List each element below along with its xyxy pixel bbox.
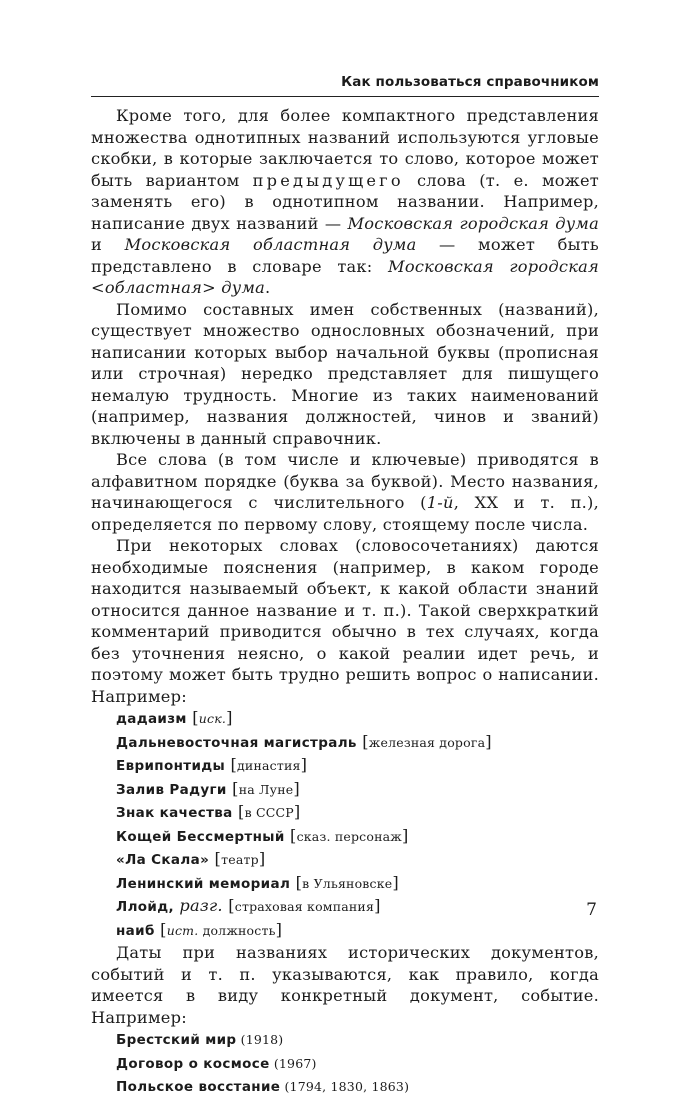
paragraph-alphabetical-order [91, 449, 599, 535]
text-run: . [265, 278, 271, 297]
list-item [116, 1028, 599, 1052]
entry-term: наиб [116, 922, 155, 939]
text-run: , XX и т. п.), определяется по первому слову, стоящему после числа. [91, 493, 600, 534]
bracket: [ [226, 778, 239, 798]
entry-term: Дальневосточная магистраль [116, 734, 357, 751]
bracket: ] [293, 778, 300, 798]
list-item [116, 872, 599, 896]
bracket: [ [186, 708, 199, 727]
list-item [116, 848, 599, 872]
bracket: ] [401, 825, 409, 845]
list-item [116, 1052, 599, 1076]
list-item [116, 707, 599, 731]
list-item [116, 825, 599, 849]
entry-dates: (1967) [269, 1055, 317, 1071]
page-body [91, 105, 599, 1099]
entry-gloss: на Луне [238, 781, 294, 797]
bracket: [ [222, 896, 235, 915]
entry-term: Ллойд, [116, 899, 174, 915]
entry-term: Кощей Бессмертный [116, 828, 285, 845]
entry-gloss: сказ. персонаж [296, 828, 402, 844]
list-item [116, 778, 599, 802]
italic-example: 1-й [426, 493, 454, 512]
bracket: [ [225, 755, 238, 774]
entry-gloss: династия [237, 758, 301, 773]
bracket: ] [485, 731, 492, 751]
entry-term: Договор о космосе [116, 1055, 270, 1072]
bracket: ] [374, 896, 381, 915]
entry-gloss: должность [198, 922, 276, 938]
paragraph-explanations: При некоторых словах (словосочетаниях) даются необходимые пояснения (например, в каком городе находится называемый объект, к какой области знаний относится данное название и т. п.). Такой сверхкраткий комментарий приводится обычно в тех случаях, когда без уточнения неясно, о какой реалии идет речь, и поэтому может быть трудно решить вопрос о написании. Например: [91, 536, 599, 706]
bracket: ] [300, 755, 308, 774]
bracket: [ [290, 872, 303, 892]
bracket: ] [293, 802, 301, 821]
entry-dates: (1794, 1830, 1863) [280, 1079, 410, 1094]
entry-term: «Ла Скала» [116, 852, 210, 868]
bracket: ] [275, 919, 283, 939]
text-run: и [91, 235, 125, 254]
paragraph-dates: Даты при названиях исторических документов, событий и т. п. указываются, как правило, когда имеется в виду конкретный документ, событие. Например: [91, 943, 599, 1027]
entry-gloss: страховая компания [234, 899, 375, 914]
text-run: Все слова (в том числе и ключевые) приводятся в алфавитном порядке (буква за буквой). Место названия, начинающегося с числительного ( [91, 450, 599, 512]
paragraph-single-word-names: Помимо составных имен собственных (названий), существует множество однословных обозначений, при написании которых выбор начальной буквы (прописная или строчная) нередко представляет для пишущего немалую трудность. Многие из таких наименований (например, названия должностей, чинов и званий) включены в данный справочник. [91, 299, 599, 448]
entry-term: Еврипонтиды [116, 758, 226, 774]
entry-term: Залив Радуги [116, 781, 227, 798]
list-item [116, 754, 599, 778]
list-item [116, 1075, 599, 1099]
italic-example: Московская городская <областная> дума [91, 256, 599, 297]
list-item [116, 919, 599, 943]
entry-note: разг. [173, 896, 223, 915]
bracket: [ [154, 919, 167, 939]
entry-gloss: театр [221, 852, 259, 867]
text-run: — может быть представлено в словаре так: [91, 235, 599, 276]
running-head: Как пользоваться справочником [341, 74, 599, 90]
examples-list-dates [91, 1028, 599, 1099]
entry-abbr: ист. [166, 922, 199, 938]
bracket: [ [284, 825, 297, 845]
bracket: [ [356, 731, 369, 751]
italic-example: Московская областная дума [124, 235, 417, 254]
header-rule [91, 96, 599, 97]
entry-term: Брестский мир [116, 1032, 237, 1048]
entry-gloss: железная дорога [368, 734, 486, 750]
bracket: [ [232, 802, 245, 821]
entry-term: дадаизм [116, 711, 187, 727]
bracket: ] [258, 849, 266, 868]
text-run: Кроме того, для более компактного представления множества однотипных названий используются угловые скобки, в которые заключается то слово, которое может быть вариантом [91, 106, 599, 190]
bracket: ] [226, 708, 233, 727]
text-run: слова (т. е. может заменять его) в однотипном названии. Например, написание двух названий — [91, 170, 599, 233]
entry-term: Знак качества [116, 805, 233, 821]
entry-gloss: в Ульяновске [302, 875, 393, 891]
bracket: ] [392, 872, 399, 892]
entry-gloss: в СССР [244, 805, 294, 820]
entry-term: Ленинский мемориал [116, 875, 291, 892]
spaced-word: предыдущего [252, 170, 404, 190]
page-number: 7 [586, 900, 597, 920]
bracket: [ [209, 849, 222, 868]
italic-example: Московская городская дума [347, 213, 600, 233]
list-item [116, 801, 599, 825]
entry-dates: (1918) [236, 1032, 284, 1047]
list-item [116, 731, 599, 755]
paragraph-angle-brackets [91, 105, 599, 299]
entry-gloss: иск. [198, 711, 227, 726]
entry-term: Польское восстание [116, 1079, 281, 1095]
